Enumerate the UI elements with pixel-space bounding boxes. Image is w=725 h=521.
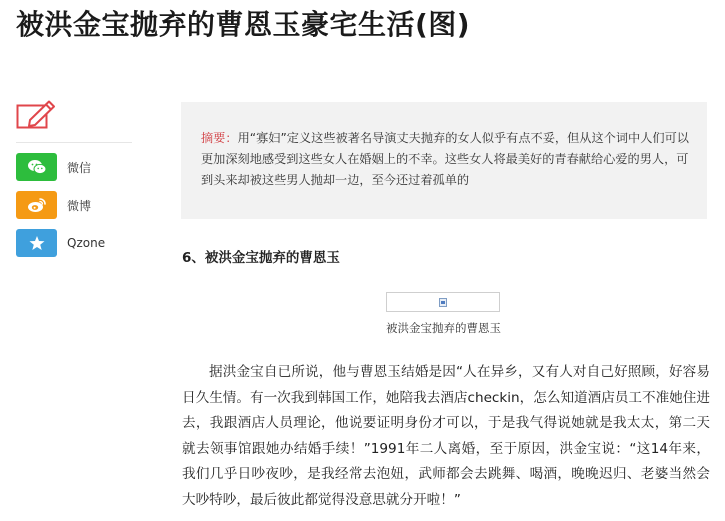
wechat-icon <box>16 153 57 181</box>
summary-text: 用“寡妇”定义这些被著名导演丈夫抛弃的女人似乎有点不妥，但从这个词中人们可以更加深刻地感受到这些女人在婚姻上的不幸。这些女人将最美好的青春献给心爱的男人，可到头来却被这些男人抛却一边，至今还过着孤单的 <box>201 131 689 187</box>
section-heading: 6、被洪金宝抛弃的曹恩玉 <box>182 250 340 266</box>
share-divider <box>16 142 132 143</box>
share-qzone-label: Qzone <box>67 236 106 250</box>
edit-button[interactable] <box>16 100 56 130</box>
share-wechat-label: 微信 <box>67 160 92 175</box>
summary-label: 摘要： <box>201 131 238 145</box>
image-caption: 被洪金宝抛弃的曹恩玉 <box>386 321 501 335</box>
article-title: 被洪金宝抛弃的曹恩玉豪宅生活(图) <box>16 8 471 41</box>
share-weibo-label: 微博 <box>67 198 92 213</box>
qzone-star-icon <box>16 229 57 257</box>
share-column <box>16 100 134 257</box>
share-qzone[interactable] <box>16 229 134 257</box>
broken-image-icon <box>439 298 447 307</box>
share-wechat[interactable] <box>16 153 134 181</box>
title-spacer <box>0 50 725 90</box>
share-weibo[interactable] <box>16 191 134 219</box>
summary-box <box>181 102 707 219</box>
article-image <box>386 292 500 312</box>
article-paragraph: 据洪金宝自已所说，他与曹恩玉结婚是因“人在异乡，又有人对自己好照顾，好容易日久生情。有一次我到韩国工作，她陪我去酒店checkin，怎么知道酒店员工不准她住进去，我跟酒店人员理论，他说要证明身份才可以，于是我气得说她就是我太太，第二天就去领事馆跟她办结婚手续！”1991年二人离婚，至于原因，洪金宝说：“这14年来，我们几乎日吵夜吵，是我经常去泡妞，武师都会去跳舞、喝酒，晚晚迟归、老婆当然会大吵特吵，最后彼此都觉得没意思就分开啦！” <box>182 364 710 508</box>
weibo-icon <box>16 191 57 219</box>
edit-pencil-icon <box>16 100 56 130</box>
